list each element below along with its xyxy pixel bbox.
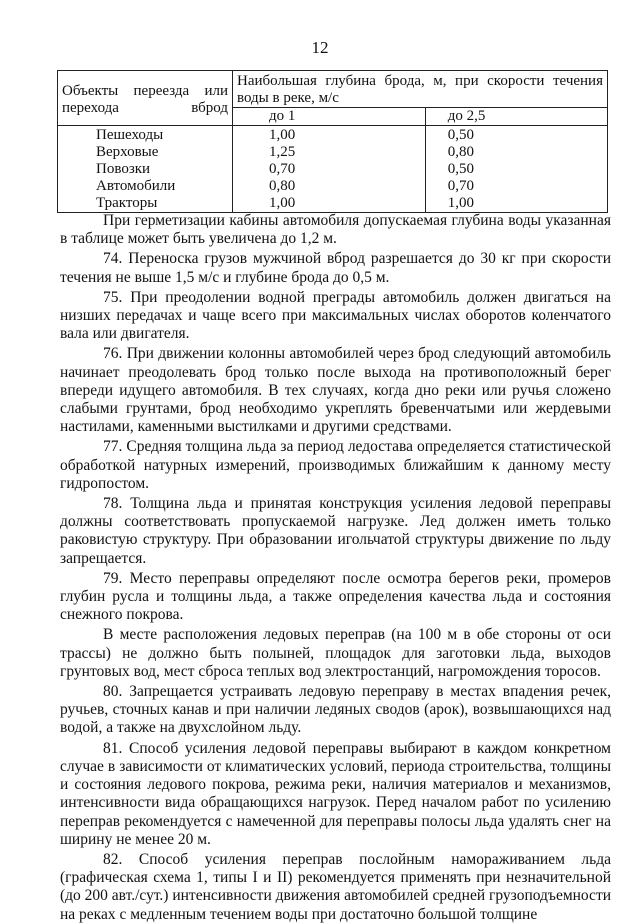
row-depth-col2: 0,70 xyxy=(425,178,607,195)
paragraph-75: 75. При преодолении водной преграды автомобиль должен двигаться на низших передачах и чаще всего при максимальных числах оборотов коленчатого вала или двигателя. xyxy=(60,288,611,343)
row-object: Повозки xyxy=(58,161,233,178)
row-object: Автомобили xyxy=(58,178,233,195)
header-objects: Объекты переезда или перехода вброд xyxy=(58,71,233,126)
paragraph-76-number: 76. xyxy=(103,345,123,363)
row-object: Пешеходы xyxy=(58,126,233,145)
table-row xyxy=(58,161,608,178)
header-depth: Наибольшая глубина брода, м, при скорости течения воды в реке, м/с xyxy=(233,71,608,108)
row-object: Тракторы xyxy=(58,195,233,213)
page-number: 12 xyxy=(311,38,329,57)
row-depth-col1: 1,00 xyxy=(233,126,426,145)
header-speed-col1: до 1 xyxy=(233,108,426,126)
row-object: Верховые xyxy=(58,144,233,161)
row-depth-col2: 0,50 xyxy=(425,161,607,178)
fording-depth-table xyxy=(57,70,608,213)
paragraph-table-note: При герметизации кабины автомобиля допускаемая глубина воды указанная в таблице может быть увеличена до 1,2 м. xyxy=(60,212,611,248)
table-row xyxy=(58,178,608,195)
paragraph-74: 74. Переноска грузов мужчиной вброд разрешается до 30 кг при скорости течения не выше 1,5 м/с и глубине брода до 0,5 м. xyxy=(60,250,611,286)
paragraph-79-cont: В месте расположения ледовых переправ (на 100 м в обе стороны от оси трассы) не должно быть полыней, площадок для заготовки льда, выходов грунтовых вод, мест сброса теплых вод электростанций, нагромождения торосов. xyxy=(60,626,611,680)
table-row xyxy=(58,195,608,213)
row-depth-col2: 0,80 xyxy=(425,144,607,161)
row-depth-col1: 0,80 xyxy=(233,178,426,195)
row-depth-col1: 1,25 xyxy=(233,144,426,161)
paragraph-81: 81. Способ усиления ледовой переправы выбирают в каждом конкретном случае в зависимости от климатических условий, периода строительства, толщины и состояния ледового покрова, режима реки, наличия материалов и механизмов, интенсивности вида обращающихся нагрузок. Перед началом работ по усилению переправ рекомендуется с намеченной для переправы полосы льда удалять снег на ширину не менее 20 м. xyxy=(60,739,611,848)
row-depth-col1: 1,00 xyxy=(233,195,426,213)
body-text xyxy=(60,212,611,924)
paragraph-76-text: При движении колонны автомобилей через брод следующий автомобиль начинает преодолевать брод только после выхода на противоположный берег впереди идущего автомобиля. В тех случаях, когда дно реки или ручья сложено слабыми грунтами, брод необходимо укреплять бревенчатыми или жердевыми настилами, каменными выстилками и другими средствами. xyxy=(60,345,611,436)
row-depth-col1: 0,70 xyxy=(233,161,426,178)
paragraph-82: 82. Способ усиления переправ послойным намораживанием льда (графическая схема 1, типы I и II) рекомендуется применять при незначительной (до 200 авт./сут.) интенсивности движения автомобилей средней грузоподъемности на реках с медленным течением воды при достаточно большой толщине xyxy=(60,850,612,923)
paragraph-80: 80. Запрещается устраивать ледовую переправу в местах впадения речек, ручьев, сточных канав и при наличии ледяных сводов (арок), возвышающихся над водой, а также на двухслойном льду. xyxy=(60,683,611,737)
paragraph-78: 78. Толщина льда и принятая конструкция усиления ледовой переправы должны соответствовать пропускаемой нагрузке. Лед должен иметь только раковистую структуру. При образовании игольчатой структуры движение по льду запрещается. xyxy=(60,495,611,567)
header-speed-col2: до 2,5 xyxy=(425,108,607,126)
row-depth-col2: 0,50 xyxy=(425,126,607,145)
paragraph-77: 77. Средняя толщина льда за период ледостава определяется статистической обработкой натурных измерений, производимых ближайшим к данному месту гидропостом. xyxy=(60,438,611,492)
paragraph-76 xyxy=(60,345,611,436)
table-header-row xyxy=(58,71,608,108)
table-row xyxy=(58,126,608,145)
table-row xyxy=(58,144,608,161)
paragraph-79: 79. Место переправы определяют после осмотра берегов реки, промеров глубин русла и толщины льда, а также определения качества льда и состояния снежного покрова. xyxy=(60,569,611,624)
row-depth-col2: 1,00 xyxy=(425,195,607,213)
